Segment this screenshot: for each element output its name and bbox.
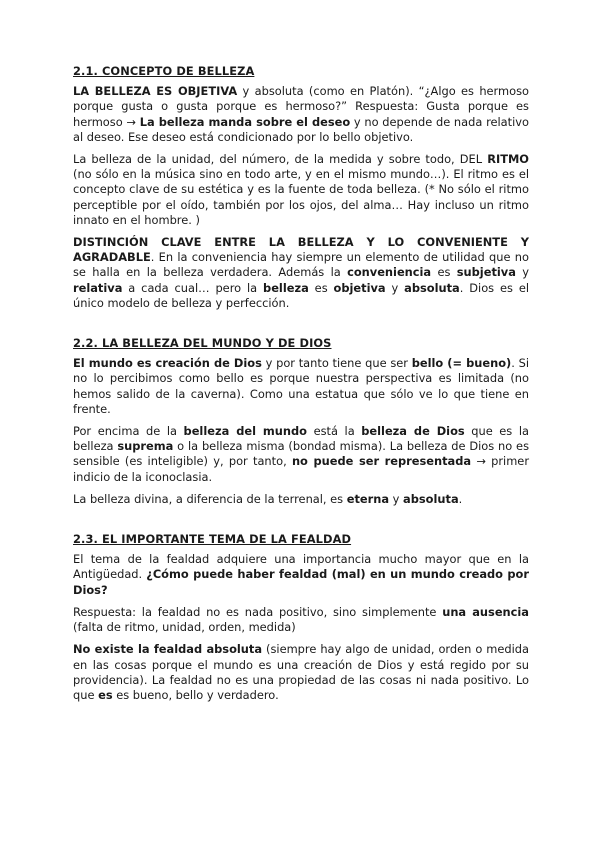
section-heading: 2.3. EL IMPORTANTE TEMA DE LA FEALDAD xyxy=(73,532,352,547)
text-run: La belleza de la unidad, del número, de la medida y sobre todo, DEL xyxy=(73,152,488,167)
text-run: El tema de la fealdad adquiere una importancia mucho mayor que en la Antigüedad. xyxy=(73,552,529,582)
paragraph xyxy=(73,152,529,228)
section-fealdad xyxy=(73,532,529,703)
bold-text: absoluta xyxy=(403,491,459,506)
text-run: a cada cual… pero la xyxy=(122,280,264,295)
section-heading: 2.1. CONCEPTO DE BELLEZA xyxy=(73,64,255,78)
text-run: (siempre hay algo de unidad, orden o medida en las cosas porque el mundo es una creación de Dios y está regido por su providencia). La fealdad no es una propiedad de las cosas ni nada positivo. Lo que xyxy=(73,642,529,702)
bold-text: subjetiva xyxy=(456,265,516,280)
text-run: y xyxy=(515,265,529,280)
paragraph xyxy=(73,356,529,417)
document-page xyxy=(73,64,529,728)
text-run: . Dios es el único modelo de belleza y perfección. xyxy=(73,280,530,310)
bold-text: una ausencia xyxy=(442,604,529,619)
bold-text: belleza del mundo xyxy=(183,424,307,439)
text-run: y xyxy=(385,280,405,295)
text-run: (no sólo en la música sino en todo arte, y en el mismo mundo…). El ritmo es el concepto clave de su estética y es la fuente de toda belleza. (* No sólo el ritmo perceptible por el oído, también por los ojos, del alma… Hay incluso un ritmo innato en el hombre. ) xyxy=(73,167,529,227)
paragraph xyxy=(73,605,529,635)
section-concepto-belleza xyxy=(73,64,529,311)
bold-text: RITMO xyxy=(487,152,529,167)
bold-text: belleza xyxy=(263,280,309,295)
text-run: . En la conveniencia hay siempre un elemento de utilidad que no se halla en la belleza verdadera. Además la xyxy=(73,250,529,280)
text-run: . Si no lo percibimos como bello es porque nuestra perspectiva es limitada (no hemos salido de la caverna). Como una estatua que sólo ve lo que tiene en frente. xyxy=(73,356,529,416)
text-run: → primer indicio de la iconoclasia. xyxy=(73,454,530,484)
text-run: y por tanto tiene que ser xyxy=(261,356,412,371)
bold-text: relativa xyxy=(73,280,123,295)
paragraph xyxy=(73,424,529,485)
text-run: es xyxy=(308,280,334,295)
section-belleza-mundo-dios xyxy=(73,336,529,507)
bold-text: eterna xyxy=(346,491,390,506)
bold-text: El mundo es creación de Dios xyxy=(73,356,262,371)
bold-text: DISTINCIÓN CLAVE ENTRE LA BELLEZA Y LO CONVENIENTE Y AGRADABLE xyxy=(73,235,529,265)
text-run: y xyxy=(389,491,404,506)
paragraph xyxy=(73,492,529,507)
bold-text: objetiva xyxy=(333,280,386,295)
text-run: que es la belleza xyxy=(73,424,529,454)
bold-text: es xyxy=(98,687,113,702)
paragraph xyxy=(73,84,529,145)
text-run: es bueno, bello y verdadero. xyxy=(112,687,279,702)
text-run: . xyxy=(458,491,463,506)
paragraph xyxy=(73,552,529,598)
bold-text: conveniencia xyxy=(347,265,432,280)
paragraph xyxy=(73,235,529,311)
text-run: Por encima de la xyxy=(73,424,184,439)
bold-text: suprema xyxy=(117,439,174,454)
bold-text: La belleza manda sobre el deseo xyxy=(139,114,351,129)
bold-text: belleza de Dios xyxy=(361,424,465,439)
bold-text: absoluta xyxy=(404,280,460,295)
text-run: está la xyxy=(306,424,362,439)
text-run: (falta de ritmo, unidad, orden, medida) xyxy=(73,620,296,635)
section-heading: 2.2. LA BELLEZA DEL MUNDO Y DE DIOS xyxy=(73,336,332,351)
text-run: Respuesta: la fealdad no es nada positivo, sino simplemente xyxy=(73,604,443,619)
bold-text: ¿Cómo puede haber fealdad (mal) en un mundo creado por Dios? xyxy=(73,567,529,597)
text-run: y no depende de nada relativo al deseo. Ese deseo está condicionado por lo bello objetivo. xyxy=(73,114,529,144)
paragraph xyxy=(73,642,529,703)
bold-text: no puede ser representada xyxy=(291,454,472,469)
text-run: y absoluta (como en Platón). “¿Algo es hermoso porque gusta o gusta porque es hermoso?” Respuesta: Gusta porque es hermoso → xyxy=(73,84,530,129)
text-run: es xyxy=(431,265,457,280)
bold-text: LA BELLEZA ES OBJETIVA xyxy=(73,84,238,99)
text-run: La belleza divina, a diferencia de la terrenal, es xyxy=(73,491,347,506)
bold-text: bello (= bueno) xyxy=(411,356,512,371)
text-run: o la belleza misma (bondad misma). La belleza de Dios no es sensible (es inteligible) y, por tanto, xyxy=(73,439,530,469)
bold-text: No existe la fealdad absoluta xyxy=(73,642,263,657)
